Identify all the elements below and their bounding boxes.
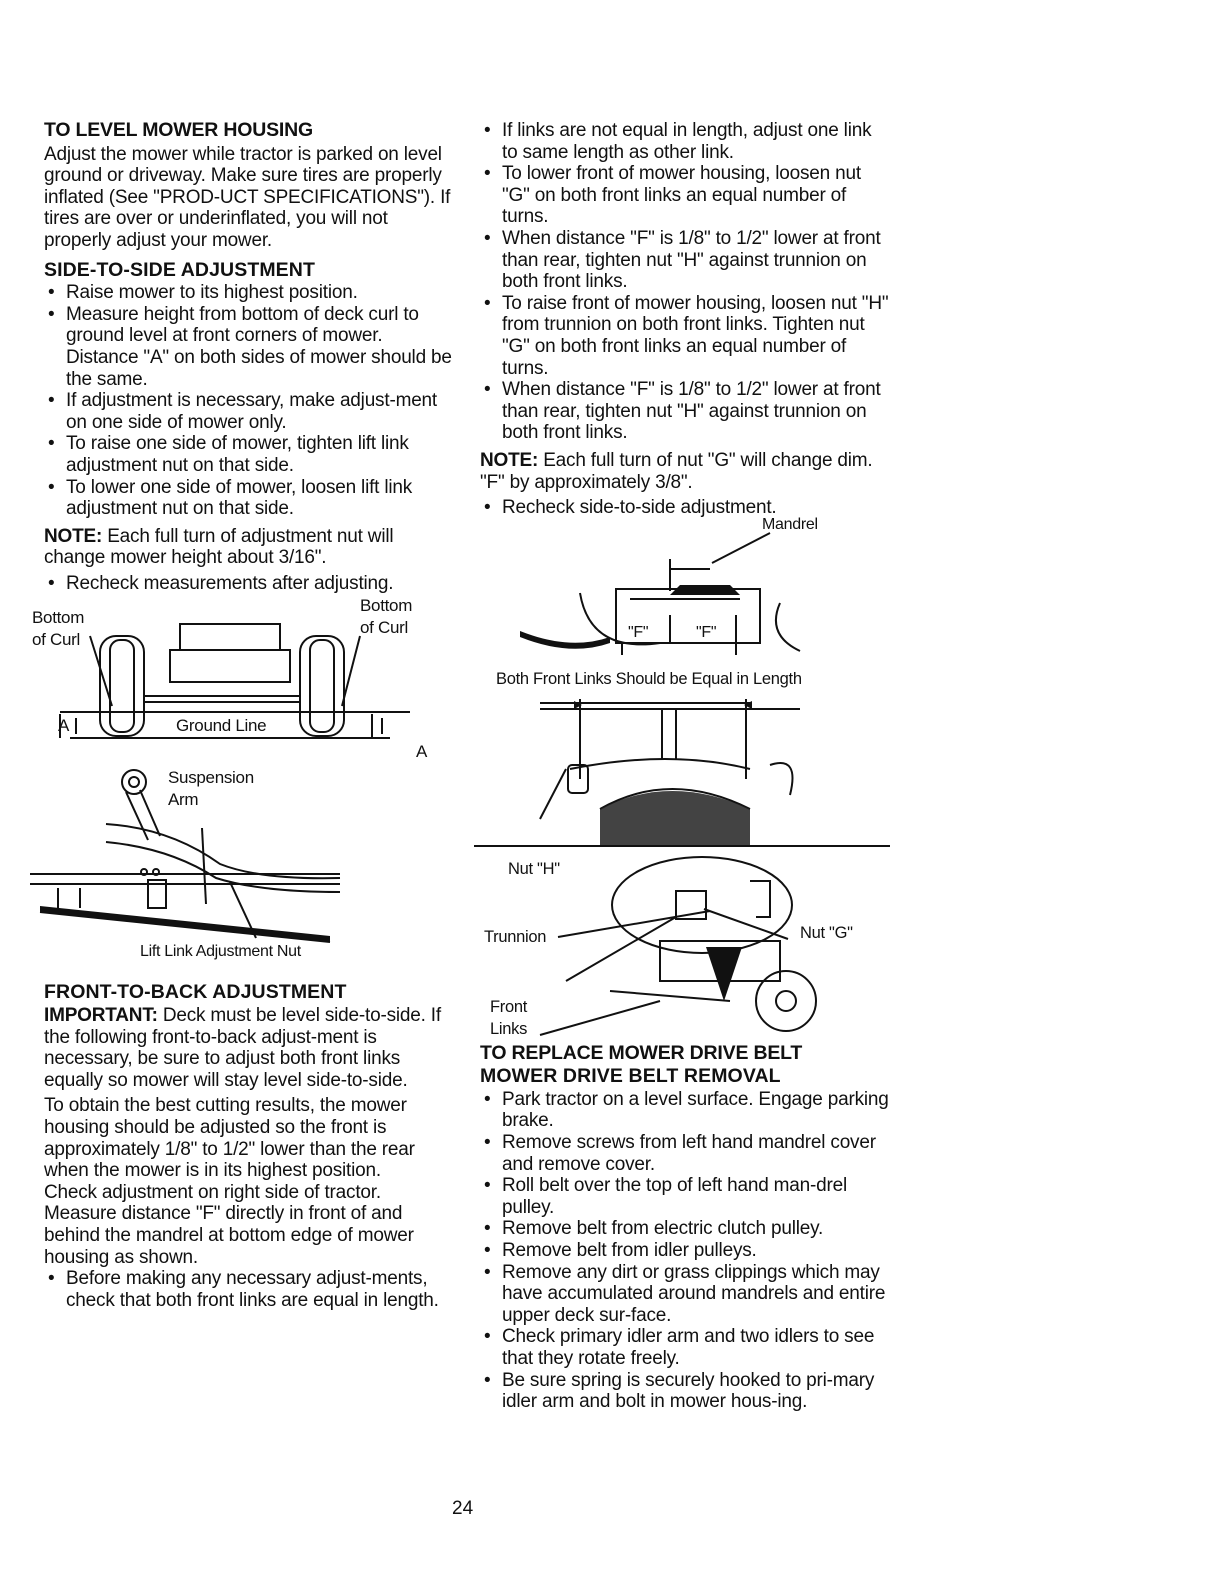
page-number: 24 (452, 1498, 474, 1519)
side-to-side-heading: SIDE-TO-SIDE ADJUSTMENT (44, 258, 315, 281)
before-list (44, 1268, 452, 1311)
list-item: • When distance "F" is 1/8" to 1/2" lower at front than rear, tighten nut "H" against trunnion on both front links. (480, 228, 890, 293)
list-item: • Raise mower to its highest position. (44, 282, 452, 304)
nut-h-label: Nut "H" (508, 859, 560, 878)
suspension-arm-figure (30, 768, 440, 970)
a-right-label: A (416, 742, 428, 762)
front-label: Front (490, 997, 528, 1016)
note-label: NOTE: (480, 449, 539, 471)
front-to-back-heading: FRONT-TO-BACK ADJUSTMENT (44, 981, 347, 1004)
ground-line-figure (30, 596, 440, 768)
list-item: • Recheck measurements after adjusting. (44, 573, 452, 595)
figure-divider (474, 845, 890, 847)
belt-removal-list (480, 1089, 890, 1413)
f-front-label: "F" (628, 623, 649, 641)
belt-removal-heading: MOWER DRIVE BELT REMOVAL (480, 1065, 781, 1088)
side-to-side-list (44, 282, 452, 520)
list-item: • To lower one side of mower, loosen lift link adjustment nut on that side. (44, 477, 452, 520)
left-column (32, 119, 452, 1311)
nut-g-label: Nut "G" (800, 923, 853, 942)
list-item: • When distance "F" is 1/8" to 1/2" lower at front than rear, tighten nut "H" against trunnion on both front links. (480, 379, 890, 444)
obtain-paragraph: To obtain the best cutting results, the mower housing should be adjusted so the front is approximately 1/8" to 1/2" lower than the rear when the mower is in its highest position. (44, 1095, 415, 1182)
important-label: IMPORTANT: (44, 1005, 158, 1027)
level-intro-paragraph: Adjust the mower while tractor is parked on level ground or driveway. Make sure tires are properly inflated (See "PROD-UCT SPECIFICATIONS"). If tires are over or underinflated, you will not properly adjust your mower. (44, 143, 451, 251)
replace-belt-heading: TO REPLACE MOWER DRIVE BELT (480, 1041, 803, 1064)
front-links-figure (480, 669, 890, 845)
list-item: • Before making any necessary adjust-ments, check that both front links are equal in length. (44, 1268, 452, 1311)
ground-line-label: Ground Line (176, 716, 267, 736)
important-text: Deck must be level side-to-side. If the following front-to-back adjust-ment is necessary, be sure to adjust both front links equally so mower will stay level side-to-side. (44, 1005, 441, 1091)
a-left-label: A (58, 716, 70, 736)
note-text: Each full turn of adjustment nut will change mower height about 3/16". (44, 525, 394, 569)
nut-figure (480, 851, 890, 1043)
suspension-label: Suspension (168, 768, 254, 788)
nut-illustration (480, 851, 890, 1043)
list-item: • Measure height from bottom of deck curl to ground level at front corners of mower. Distance "A" on both sides of mower should be the same. (44, 304, 452, 390)
list-item: • Park tractor on a level surface. Engage parking brake. (480, 1089, 890, 1132)
front-links-list (480, 120, 890, 444)
note-text: Each full turn of nut "G" will change dim. "F" by approximately 3/8". (480, 449, 873, 493)
recheck-list (44, 573, 452, 595)
lift-link-label: Lift Link Adjustment Nut (140, 943, 301, 961)
check-paragraph: Check adjustment on right side of tractor. Measure distance "F" directly in front of and behind the mandrel at bottom edge of mower housing as shown. (44, 1181, 414, 1268)
list-item: • Be sure spring is securely hooked to pri-mary idler arm and bolt in mower hous-ing. (480, 1370, 890, 1413)
suspension-arm-illustration (30, 768, 440, 948)
list-item: • If adjustment is necessary, make adjust-ment on one side of mower only. (44, 390, 452, 433)
list-item: • Recheck side-to-side adjustment. (480, 497, 890, 519)
of-curl-right-label: of Curl (360, 618, 408, 638)
list-item: • Remove any dirt or grass clippings which may have accumulated around mandrels and entire upper deck sur-face. (480, 1262, 890, 1327)
f-rear-label: "F" (696, 623, 717, 641)
recheck-side-list (480, 497, 890, 519)
bottom-left-label: Bottom (32, 608, 85, 628)
list-item: • To lower front of mower housing, loosen nut "G" on both front links an equal number of turns. (480, 163, 890, 228)
list-item: • To raise front of mower housing, loosen nut "H" from trunnion on both front links. Tighten nut "G" on both front links an equal number of turns. (480, 293, 890, 379)
nut-g-note (480, 450, 890, 493)
mandrel-illustration (480, 519, 890, 669)
important-paragraph (44, 1005, 452, 1091)
list-item: • Check primary idler arm and two idlers to see that they rotate freely. (480, 1326, 890, 1369)
mandrel-figure (480, 515, 890, 669)
level-mower-heading: TO LEVEL MOWER HOUSING (44, 119, 313, 141)
list-item: • Remove screws from left hand mandrel cover and remove cover. (480, 1132, 890, 1175)
height-note (44, 526, 452, 569)
front-links-illustration (480, 669, 890, 845)
front-links-caption: Both Front Links Should be Equal in Length (496, 669, 802, 688)
arm-label: Arm (168, 790, 199, 810)
mandrel-label: Mandrel (762, 515, 818, 533)
trunnion-label: Trunnion (484, 927, 547, 946)
list-item: • If links are not equal in length, adjust one link to same length as other link. (480, 120, 890, 163)
right-column (480, 120, 890, 1413)
list-item: • Remove belt from electric clutch pulley. (480, 1218, 890, 1240)
list-item: • To raise one side of mower, tighten lift link adjustment nut on that side. (44, 433, 452, 476)
list-item: • Remove belt from idler pulleys. (480, 1240, 890, 1262)
bottom-right-label: Bottom (360, 596, 413, 616)
list-item: • Roll belt over the top of left hand man-drel pulley. (480, 1175, 890, 1218)
of-curl-left-label: of Curl (32, 630, 80, 650)
note-label: NOTE: (44, 525, 103, 547)
links-label: Links (490, 1019, 528, 1038)
